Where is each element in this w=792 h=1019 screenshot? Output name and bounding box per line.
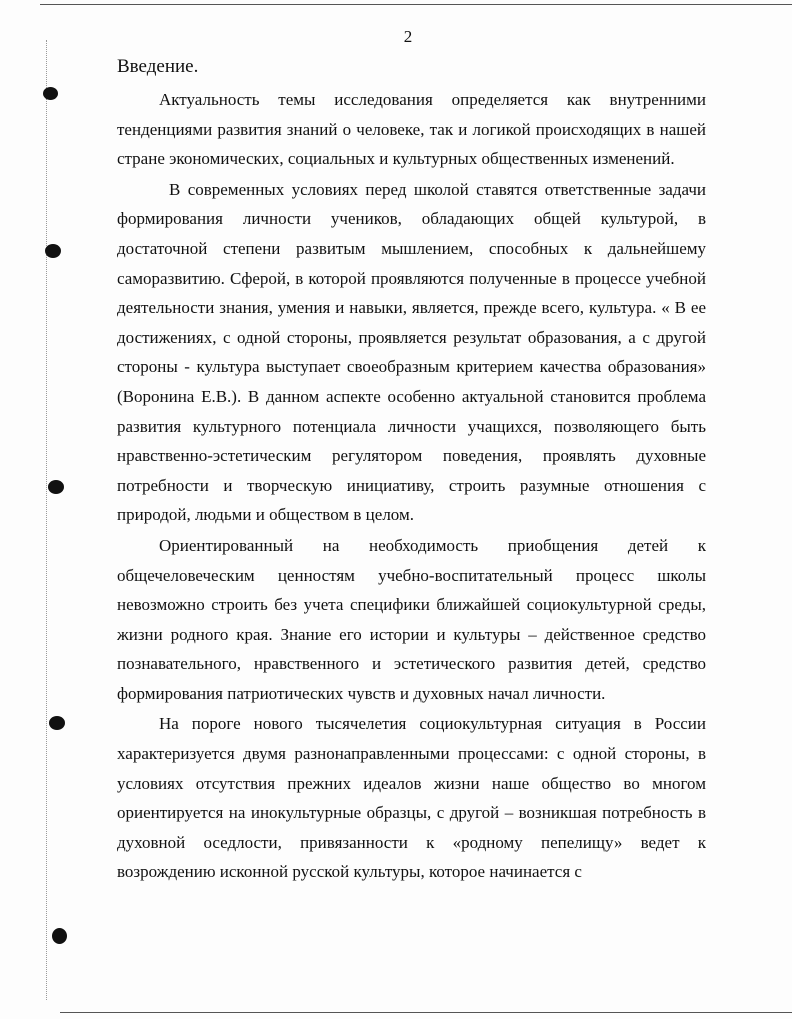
section-heading: Введение. — [117, 56, 199, 77]
bottom-scan-edge — [60, 1012, 792, 1013]
page-number: 2 — [403, 27, 413, 46]
punch-hole-mark — [43, 87, 58, 100]
binding-margin-line — [46, 40, 47, 1000]
punch-hole-mark — [49, 716, 65, 730]
paragraph-relevance: Актуальность темы исследования определяется как внутренними тенденциями развития знаний о человеке, так и логикой происходящих в нашей стране экономических, социальных и культурных общественных изменений. — [117, 90, 706, 169]
paragraph-modern-conditions: В современных условиях перед школой ставятся ответственные задачи формирования личности учеников, обладающих общей культурой, в достаточной степени развитым мышлением, способных к дальнейшему саморазвитию. Сферой, в которой проявляются полученные в процессе учебной деятельности знания, умения и навыки, является, прежде всего, культура. « В ее достижениях, с одной стороны, проявляется результат образования, а с другой стороны - культура выступает своеобразным критерием качества образования» (Воронина Е.В.). В данном аспекте особенно актуальной становится проблема развития культурного потенциала личности учащихся, позволяющего быть нравственно-эстетическим регулятором поведения, проявлять духовные потребности и творческую инициативу, строить разумные отношения с природой, людьми и обществом в целом. — [117, 179, 706, 525]
punch-hole-mark — [45, 244, 61, 258]
punch-hole-mark — [52, 928, 67, 944]
punch-hole-mark — [48, 480, 64, 494]
paragraph-values: Ориентированный на необходимость приобщения детей к общечеловеческим ценностям учебно-воспитательный процесс школы невозможно строить без учета специфики ближайшей социокультурной среды, жизни родного края. Знание его истории и культуры – действенное средство познавательного, нравственного и эстетического развития детей, средство формирования патриотических чувств и духовных начал личности. — [117, 535, 706, 703]
paragraph-sociocultural: На пороге нового тысячелетия социокультурная ситуация в России характеризуется двумя разнонаправленными процессами: с одной стороны, в условиях отсутствия прежних идеалов жизни наше общество во многом ориентируется на инокультурные образцы, с другой – возникшая потребность в духовной оседлости, привязанности к «родному пепелищу» ведет к возрождению исконной русской культуры, которое начинается с — [117, 714, 706, 882]
body-text — [117, 85, 706, 887]
top-scan-edge — [40, 4, 792, 5]
